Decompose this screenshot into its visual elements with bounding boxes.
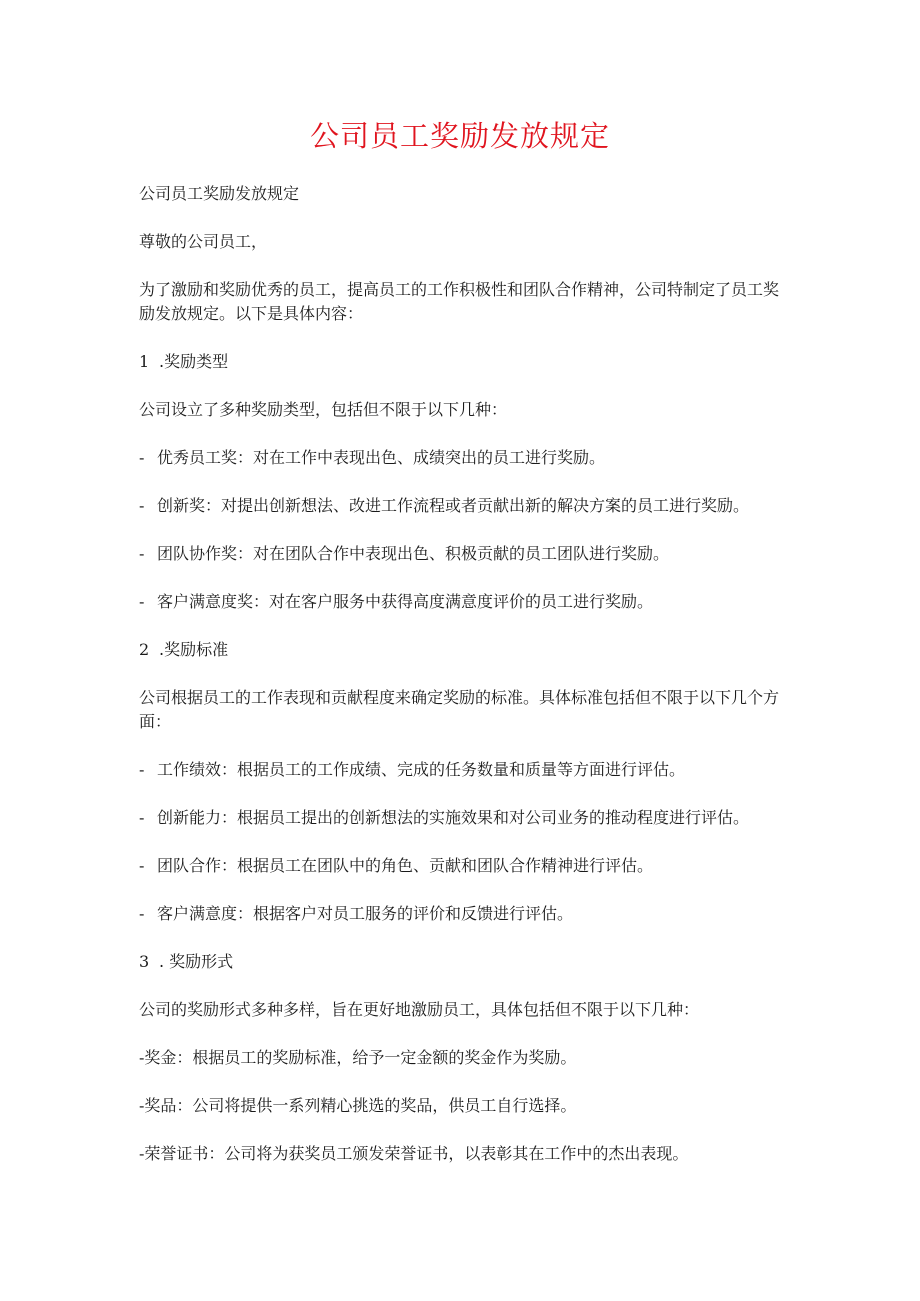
list-item-text: 荣誉证书：公司将为获奖员工颁发荣誉证书，以表彰其在工作中的杰出表现。 [144,1144,689,1163]
dash-marker: - [139,448,145,467]
list-item-text: 创新奖：对提出创新想法、改进工作流程或者贡献出新的解决方案的员工进行奖励。 [157,496,750,515]
document-body [139,182,787,1190]
document-title: 公司员工奖励发放规定 [309,119,610,153]
section-title: . 奖励形式 [159,952,234,971]
dash-marker: - [139,760,145,779]
list-item [139,758,787,782]
list-item [139,1094,787,1118]
list-item-text: 客户满意度奖：对在客户服务中获得高度满意度评价的员工进行奖励。 [157,592,654,611]
list-item [139,1142,787,1166]
section-number: 2 [139,640,150,659]
list-item-text: 团队协作奖：对在团队合作中表现出色、积极贡献的员工团队进行奖励。 [157,544,670,563]
list-item [139,446,787,470]
dash-marker: - [139,1096,145,1115]
section-lead: 公司设立了多种奖励类型，包括但不限于以下几种： [139,400,508,419]
section-title: .奖励标准 [159,640,229,659]
section-heading [139,638,787,662]
dash-marker: - [139,808,145,827]
list-item [139,854,787,878]
list-item [139,542,787,566]
list-item [139,494,787,518]
section-heading [139,950,787,974]
section-number: 3 [139,952,150,971]
list-item [139,1046,787,1070]
list-item-text: 团队合作：根据员工在团队中的角色、贡献和团队合作精神进行评估。 [157,856,654,875]
list-item-text: 客户满意度：根据客户对员工服务的评价和反馈进行评估。 [157,904,574,923]
section-title: .奖励类型 [159,352,229,371]
list-item-text: 奖金：根据员工的奖励标准，给予一定金额的奖金作为奖励。 [144,1048,577,1067]
intro-paragraph: 为了激励和奖励优秀的员工，提高员工的工作积极性和团队合作精神，公司特制定了员工奖励发放规定。以下是具体内容： [139,280,780,323]
list-item-text: 优秀员工奖：对在工作中表现出色、成绩突出的员工进行奖励。 [157,448,606,467]
list-item [139,806,787,830]
greeting: 尊敬的公司员工， [139,232,268,251]
document-subtitle: 公司员工奖励发放规定 [139,184,300,203]
list-item [139,902,787,926]
list-item-text: 奖品：公司将提供一系列精心挑选的奖品，供员工自行选择。 [144,1096,577,1115]
dash-marker: - [139,1144,145,1163]
list-item [139,590,787,614]
list-item-text: 创新能力：根据员工提出的创新想法的实施效果和对公司业务的推动程度进行评估。 [157,808,750,827]
dash-marker: - [139,496,145,515]
dash-marker: - [139,544,145,563]
list-item-text: 工作绩效：根据员工的工作成绩、完成的任务数量和质量等方面进行评估。 [157,760,686,779]
section-lead: 公司根据员工的工作表现和贡献程度来确定奖励的标准。具体标准包括但不限于以下几个方面： [139,688,780,731]
dash-marker: - [139,1048,145,1067]
section-number: 1 [139,352,150,371]
section-heading [139,350,787,374]
dash-marker: - [139,592,145,611]
section-lead: 公司的奖励形式多种多样，旨在更好地激励员工，具体包括但不限于以下几种： [139,1000,700,1019]
dash-marker: - [139,904,145,923]
dash-marker: - [139,856,145,875]
